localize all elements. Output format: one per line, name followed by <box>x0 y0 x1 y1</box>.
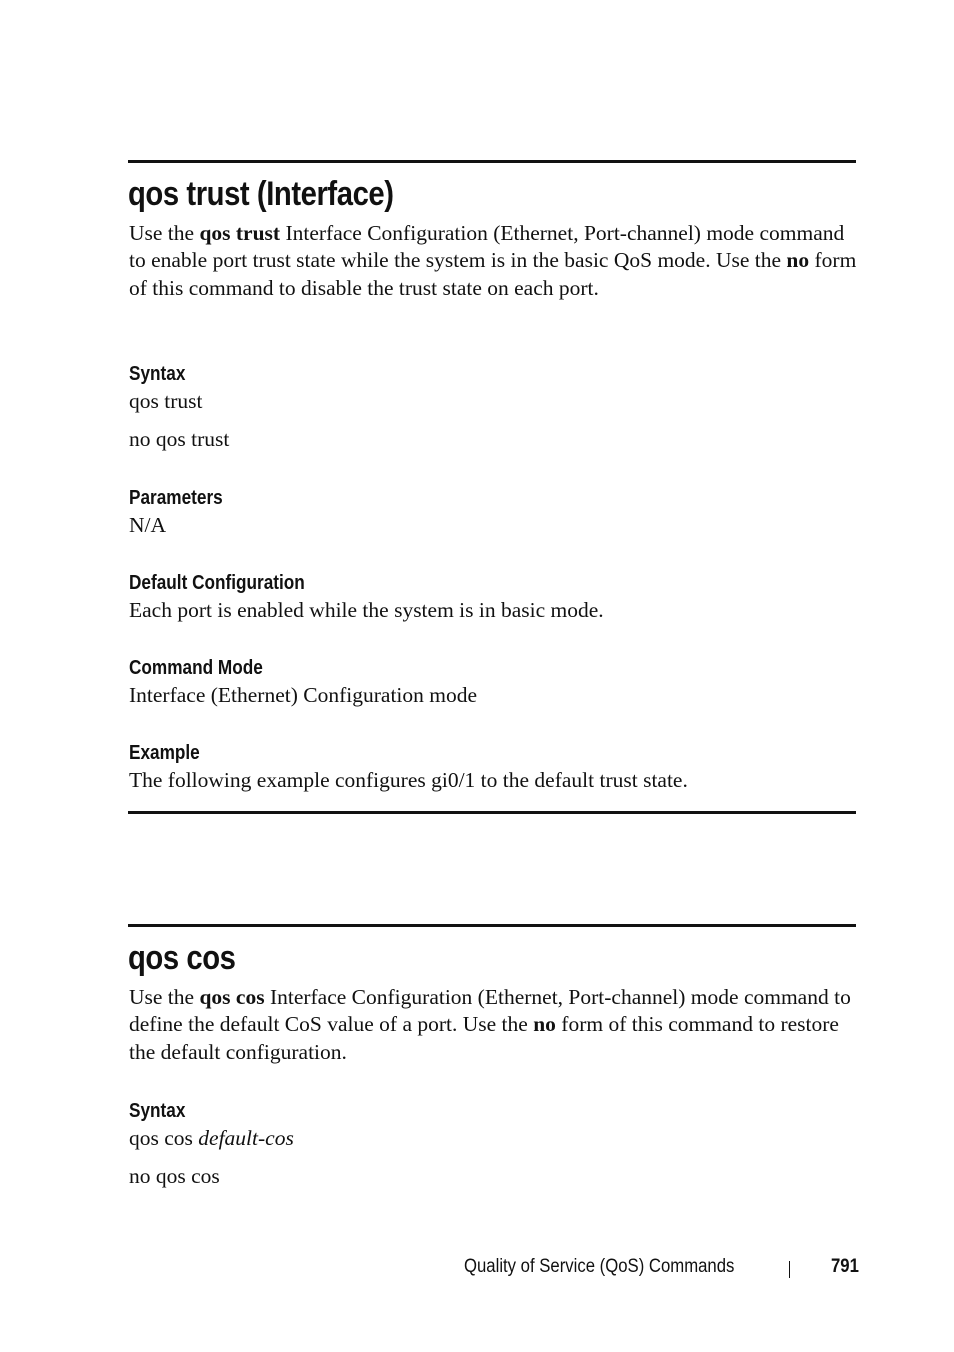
intro-text: Interface Configuration (Ethernet, Port-channel) mode command to define the default CoS value of a port. Use the <box>129 985 851 1037</box>
intro-text: Interface Configuration (Ethernet, Port-channel) mode command to enable port trust state while the system is in the basic QoS mode. Use the <box>129 221 845 273</box>
syntax-command: qos cos <box>129 1126 199 1150</box>
section-intro <box>129 984 857 1066</box>
command-mode-text: Interface (Ethernet) Configuration mode <box>129 683 478 707</box>
section-title: qos cos <box>128 939 236 977</box>
no-keyword: no <box>533 1012 556 1037</box>
intro-text: Use the <box>129 985 200 1009</box>
section-bottom-rule <box>128 811 856 814</box>
syntax-heading: Syntax <box>129 363 186 385</box>
section-title: qos trust (Interface) <box>128 175 394 213</box>
syntax-line: no qos trust <box>129 427 230 451</box>
syntax-line: qos trust <box>129 389 203 413</box>
command-name: qos trust <box>199 221 281 245</box>
command-mode-heading: Command Mode <box>129 657 263 679</box>
intro-text: form of this command to restore the default configuration. <box>129 1012 839 1064</box>
footer-separator <box>789 1261 790 1278</box>
syntax-heading: Syntax <box>129 1100 186 1122</box>
parameters-text: N/A <box>129 513 167 537</box>
page-number: 791 <box>831 1256 859 1277</box>
section-intro <box>129 220 857 302</box>
syntax-argument: default-cos <box>198 1126 294 1150</box>
section-top-rule <box>128 924 856 927</box>
parameters-heading: Parameters <box>129 487 223 509</box>
intro-text: Use the <box>129 221 200 245</box>
footer-chapter-title: Quality of Service (QoS) Commands <box>464 1256 735 1277</box>
intro-text: form of this command to disable the trust state on each port. <box>129 248 857 300</box>
syntax-line: no qos cos <box>129 1164 220 1188</box>
default-configuration-text: Each port is enabled while the system is in basic mode. <box>129 598 604 622</box>
no-keyword: no <box>786 248 810 273</box>
section-top-rule <box>128 160 856 163</box>
example-text: The following example configures gi0/1 to the default trust state. <box>129 768 688 792</box>
syntax-line <box>129 1125 294 1152</box>
command-name: qos cos <box>199 985 265 1009</box>
default-configuration-heading: Default Configuration <box>129 572 305 594</box>
example-heading: Example <box>129 742 200 764</box>
